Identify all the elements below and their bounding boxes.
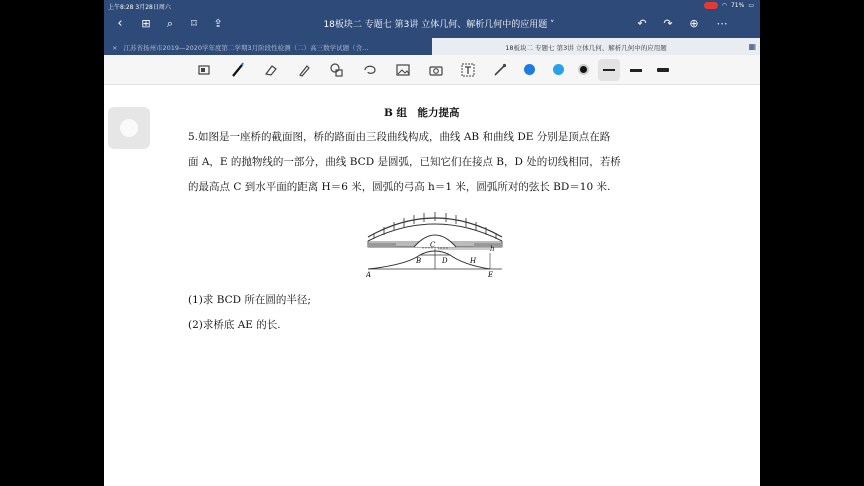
status-bar [104,0,760,11]
bookmark-icon[interactable]: ⌑ [191,17,197,30]
share-icon[interactable]: ⇪ [213,17,223,30]
eraser-icon[interactable] [263,62,279,78]
chevron-left-icon[interactable]: ‹ [117,16,123,31]
question-line-1: 5.如图是一座桥的截面图，桥的路面由三段曲线构成，曲线 AB 和曲线 DE 分别是顶点在路 [188,131,611,143]
close-icon[interactable]: × [112,44,118,52]
undo-icon[interactable]: ↶ [637,17,647,30]
label-H: H [470,257,477,265]
status-time-date: 上午8:28 3月28日周六 [108,4,171,11]
tab-label: 江苏省扬州市2019—2020学年度第二学期3月阶段性检测（二）高三数学试题（含... [123,44,369,52]
recording-icon [704,2,718,9]
screen [104,0,760,486]
label-B: B [416,257,422,265]
tab-yangzhou-exam[interactable] [104,38,432,55]
wifi-icon: ◠ [721,2,727,9]
color-swatch-blue[interactable] [524,64,535,75]
add-page-icon[interactable]: ⊕ [689,17,699,30]
selection-icon[interactable] [362,62,378,78]
stroke-thick-icon[interactable] [657,68,669,72]
redo-icon[interactable]: ↷ [663,17,673,30]
color-swatch-black[interactable] [578,64,589,75]
section-title: B 组 能力提高 [384,107,460,119]
pen-icon[interactable] [230,62,246,78]
sub-question-2: (2)求桥底 AE 的长. [188,319,281,331]
grid-icon[interactable]: ⊞ [141,17,151,30]
label-A: A [366,271,372,279]
highlighter-icon[interactable] [296,62,312,78]
tab-bar [104,38,760,55]
annotation-toolbar [104,55,760,85]
tab-label: 18板块二 专题七 第3讲 立体几何、解析几何中的应用题 [505,44,667,52]
label-D: D [442,257,448,265]
question-line-2: 面 A，E 的抛物线的一部分，曲线 BCD 是圆弧，已知它们在接点 B，D 处的切线相同，若桥 [188,156,621,168]
assistive-touch-icon [120,119,138,137]
document-page[interactable] [104,85,760,486]
document-title[interactable]: 18板块二 专题七 第3讲 立体几何、解析几何中的应用题 ˅ [323,20,555,30]
status-right [704,2,754,9]
stroke-medium-icon[interactable] [630,69,642,72]
label-C: C [430,241,436,249]
text-icon[interactable] [460,62,476,78]
image-icon[interactable] [395,62,411,78]
sub-question-1: (1)求 BCD 所在圆的半径; [188,294,311,306]
tab-overview-icon[interactable]: ▦ [748,42,756,51]
lasso-icon[interactable] [197,62,213,78]
floating-assistive-button[interactable] [108,107,150,149]
battery-level: 71% [730,2,745,9]
label-E: E [488,271,494,279]
nav-bar [104,11,760,38]
geometry-diagram [368,249,502,269]
laser-icon[interactable] [492,62,508,78]
more-icon[interactable]: ⋯ [716,17,728,30]
label-h: h [490,245,495,253]
question-line-3: 的最高点 C 到水平面的距离 H＝6 米，圆弧的弓高 h＝1 米，圆弧所对的弦长 BD＝10 米. [188,181,611,193]
stroke-thin-icon [603,69,615,71]
camera-icon[interactable] [428,62,444,78]
color-swatch-lightblue[interactable] [553,64,564,75]
battery-icon: ▭ [748,2,754,9]
bridge-figure [366,205,504,279]
shapes-icon[interactable] [329,62,345,78]
tab-current-doc[interactable] [432,38,740,55]
search-icon[interactable]: ⌕ [166,17,174,30]
